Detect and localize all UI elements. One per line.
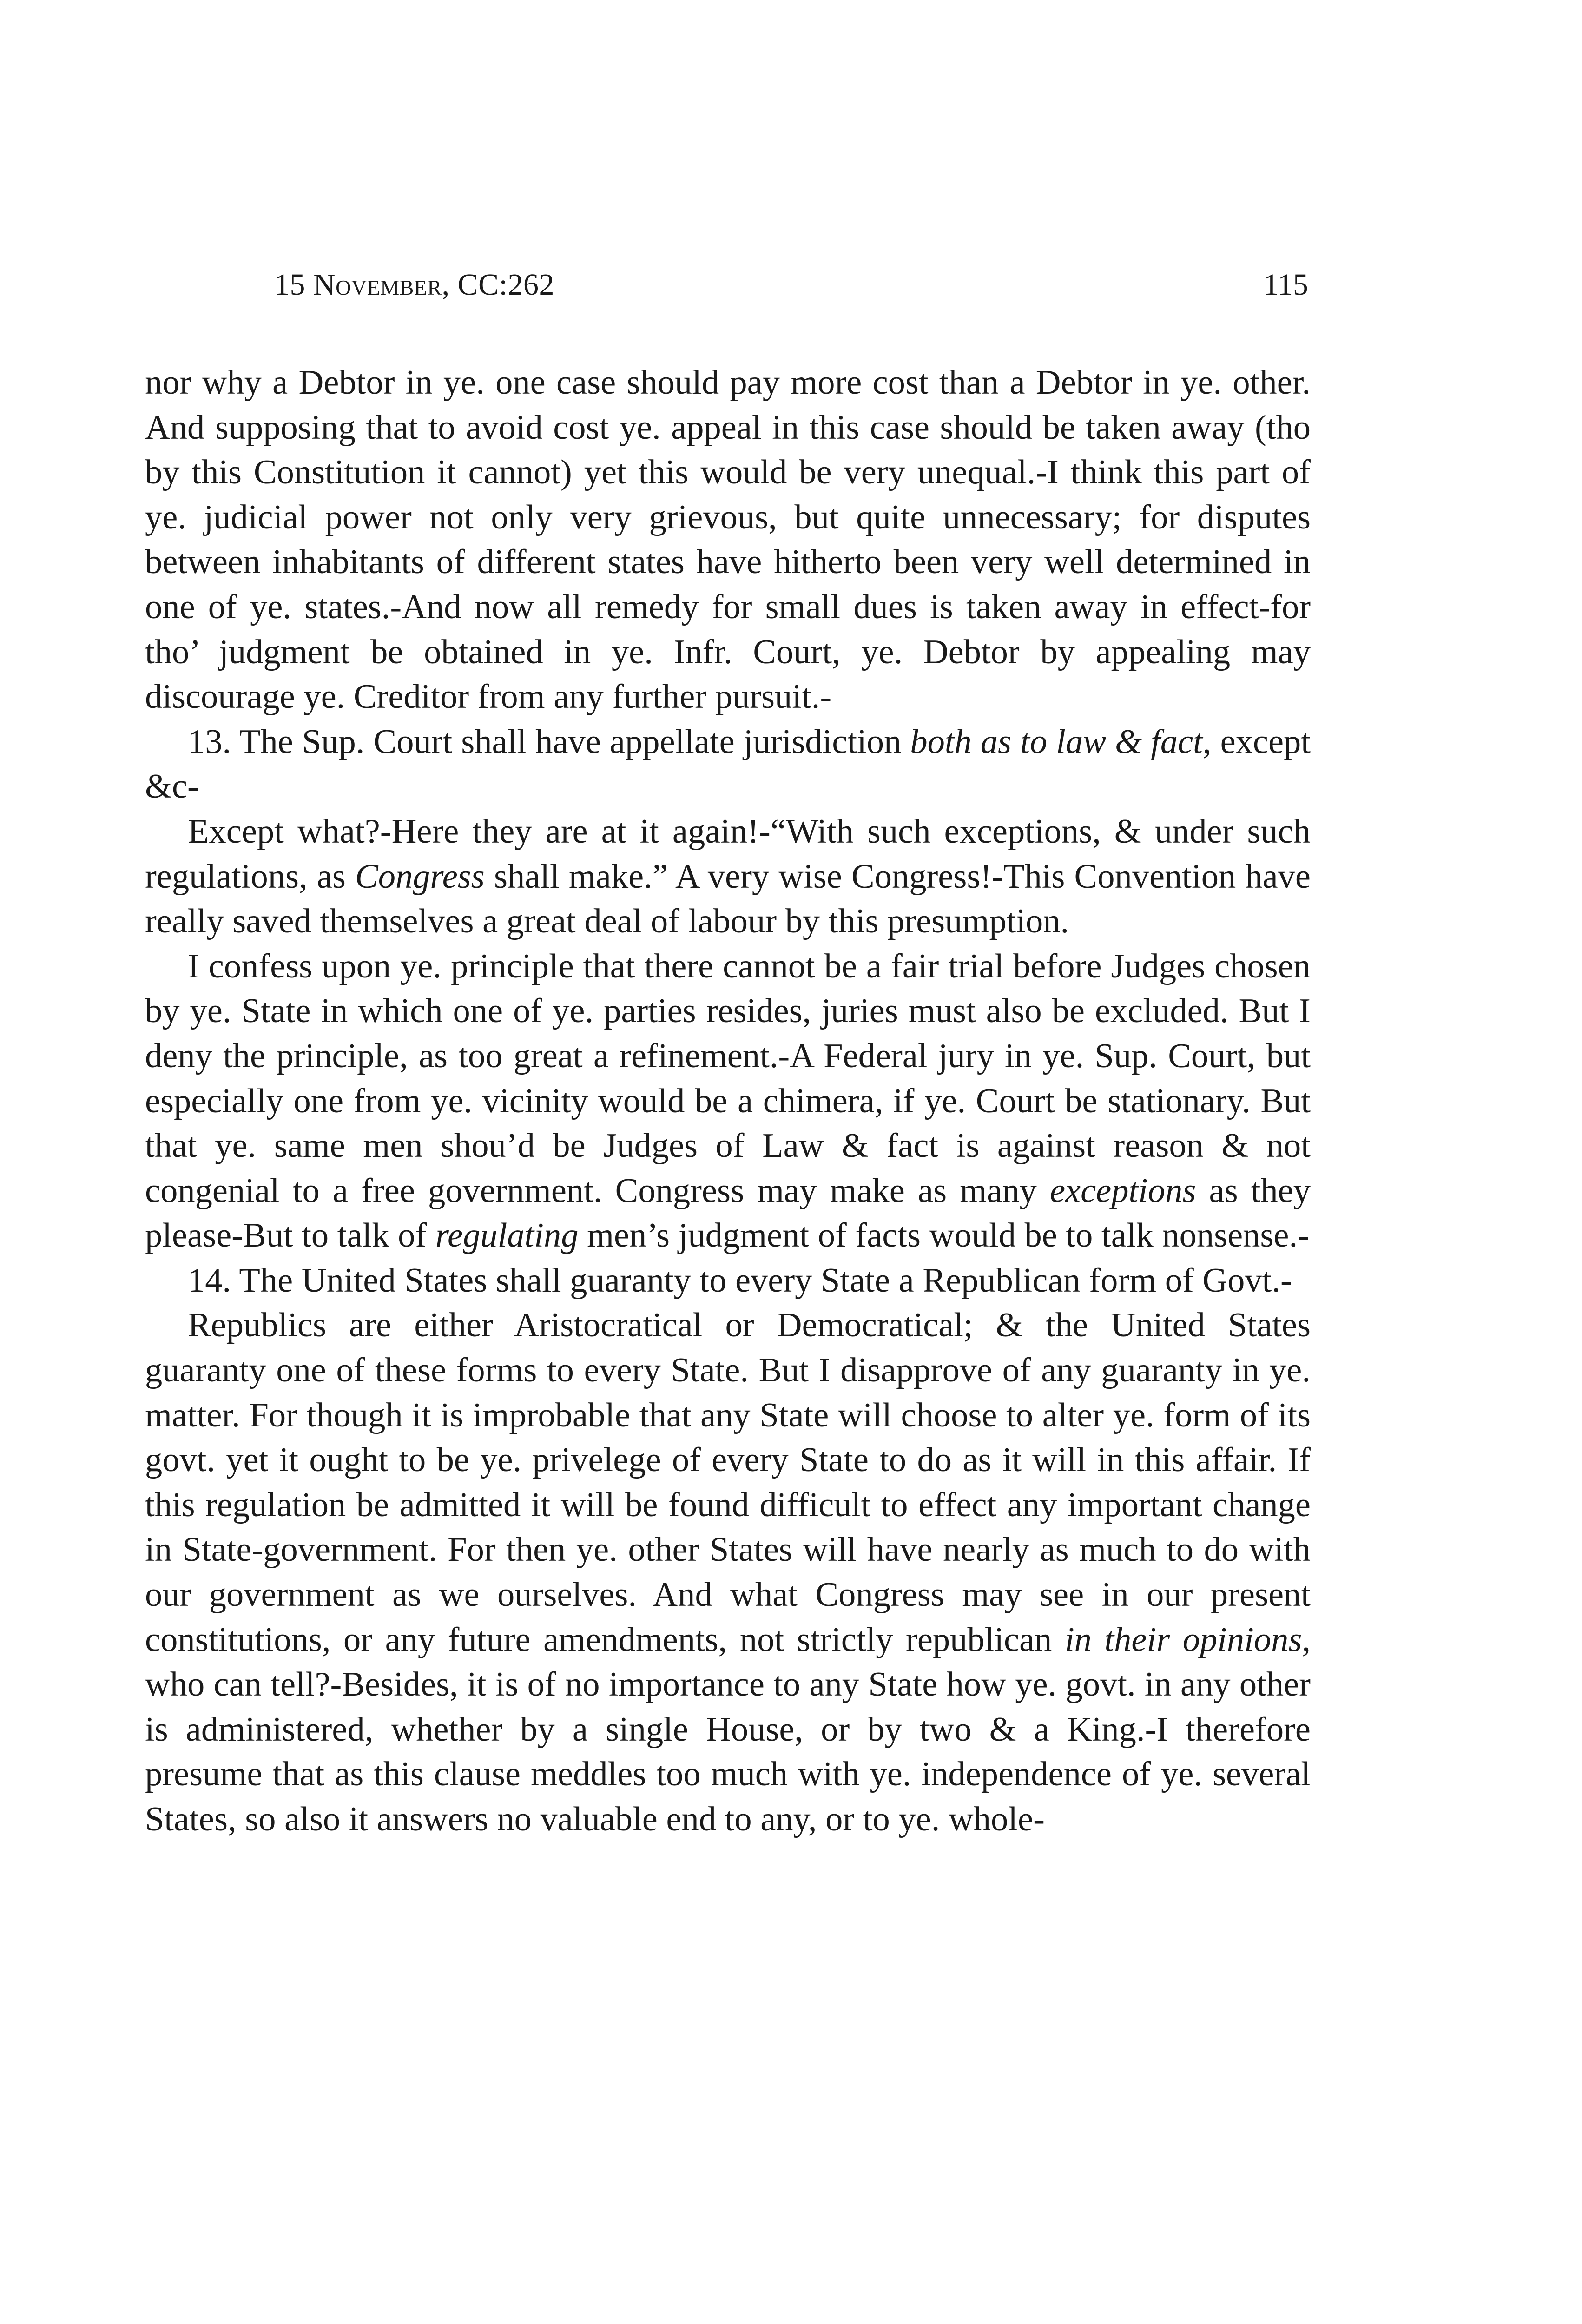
paragraph: [145, 360, 1311, 720]
paragraph: [145, 1258, 1311, 1303]
text-run: 13. The Sup. Court shall have appellate jurisdiction: [188, 722, 910, 761]
body-text: [145, 360, 1311, 1842]
italic-text: Congress: [355, 857, 485, 896]
text-run: I confess upon ye. principle that there cannot be a fair trial before Judges chosen by ye. State in which one of ye. parties resides, juries must also be excluded. But I deny the principle, as too great a refinement.-A Federal jury in ye. Sup. Court, but especially one from ye. vicinity would be a chimera, if ye. Court be stationary. But that ye. same men shou’d be Judges of Law & fact is against reason & not congenial to a free government. Congress may make as many: [145, 947, 1311, 1210]
paragraph: [145, 944, 1311, 1258]
italic-text: in their opinions: [1064, 1620, 1302, 1659]
running-head: [274, 264, 1308, 306]
text-run: as they please-But to talk of: [145, 1171, 1311, 1255]
running-head-date: 15 November: [274, 268, 442, 302]
text-run: Republics are either Aristocratical or Democratical; & the United States guaranty one of these forms to every State. But I disapprove of any guaranty in ye. matter. For though it is improbable that any State will choose to alter ye. form of its govt. yet it ought to be ye. privelege of every State to do as it will in this affair. If this regulation be admitted it will be found difficult to effect any important change in State-government. For then ye. other States will have nearly as much to do with our government as we ourselves. And what Congress may see in our present constitutions, or any future amendments, not strictly republican: [145, 1306, 1311, 1659]
page-number: 115: [1263, 268, 1308, 302]
text-run: Except what?-Here they are at it again!-“With such exceptions, & under such regulations, as: [145, 812, 1311, 896]
paragraph: [145, 809, 1311, 944]
text-run: 14. The United States shall guaranty to every State a Republican form of Govt.-: [188, 1261, 1292, 1300]
text-run: men’s judgment of facts would be to talk nonsense.-: [578, 1216, 1309, 1255]
paragraph: [145, 1303, 1311, 1842]
italic-text: exceptions: [1049, 1171, 1196, 1210]
italic-text: regulating: [435, 1216, 579, 1255]
text-run: shall make.” A very wise Congress!-This Convention have really saved themselves a great deal of labour by this presumption.: [145, 857, 1311, 941]
document-id: CC:262: [457, 268, 554, 302]
running-head-left: 15 November, CC:262: [274, 268, 554, 302]
text-run: , who can tell?-Besides, it is of no importance to any State how ye. govt. in any other is administered, whether by a single House, or by two & a King.-I therefore presume that as this clause meddles too much with ye. independence of ye. several States, so also it answers no valuable end to any, or to ye. whole-: [145, 1620, 1311, 1838]
text-run: , except &c-: [145, 722, 1311, 806]
italic-text: both as to law & fact: [910, 722, 1203, 761]
text-run: nor why a Debtor in ye. one case should pay more cost than a Debtor in ye. other. And supposing that to avoid cost ye. appeal in this case should be taken away (tho by this Constitution it cannot) yet this would be very unequal.-I think this part of ye. judicial power not only very grievous, but quite unnecessary; for disputes between inhabitants of different states have hitherto been very well determined in one of ye. states.-And now all remedy for small dues is taken away in effect-for tho’ judgment be obtained in ye. Infr. Court, ye. Debtor by appealing may discourage ye. Creditor from any further pursuit.-: [145, 363, 1311, 716]
paragraph: [145, 720, 1311, 809]
